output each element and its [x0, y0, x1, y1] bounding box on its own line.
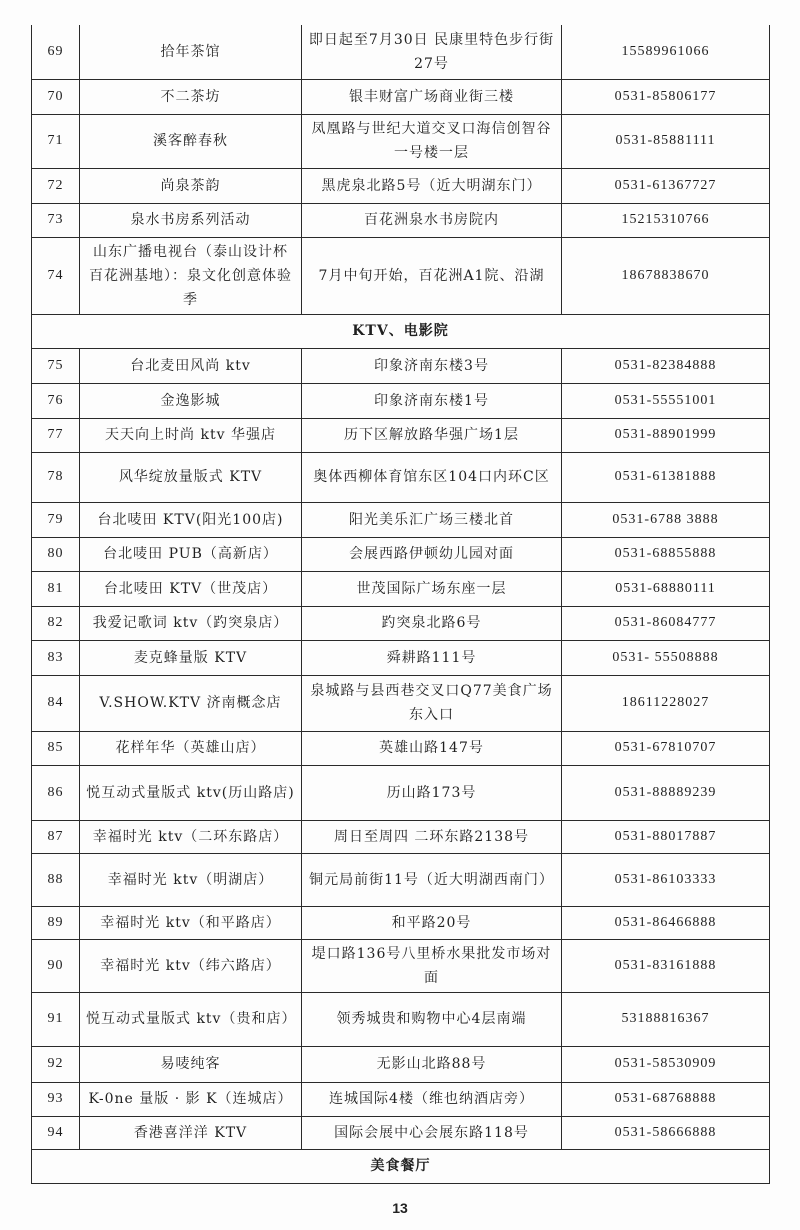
- venue-address: 印象济南东楼3号: [302, 348, 562, 383]
- row-number: 94: [32, 1116, 80, 1149]
- venue-phone: 0531-6788 3888: [562, 502, 770, 537]
- table-row: [32, 502, 770, 537]
- venue-name: 不二茶坊: [80, 79, 302, 114]
- row-number: 74: [32, 237, 80, 314]
- table-row: [32, 1046, 770, 1082]
- table-row: [32, 571, 770, 606]
- venue-phone: 18611228027: [562, 675, 770, 731]
- venue-name: 拾年茶馆: [80, 25, 302, 79]
- venue-phone: 0531-61381888: [562, 452, 770, 502]
- venue-name: 金逸影城: [80, 383, 302, 418]
- row-number: 70: [32, 79, 80, 114]
- venue-phone: 18678838670: [562, 237, 770, 314]
- venue-phone: 0531-85881111: [562, 114, 770, 168]
- section-header-row: [32, 314, 770, 348]
- venue-phone: 0531-85806177: [562, 79, 770, 114]
- venue-address: 历下区解放路华强广场1层: [302, 418, 562, 452]
- row-number: 73: [32, 203, 80, 237]
- row-number: 91: [32, 992, 80, 1046]
- venue-name: 山东广播电视台（泰山设计杯百花洲基地）：泉文化创意体验季: [80, 237, 302, 314]
- venue-phone: 0531-61367727: [562, 168, 770, 203]
- table-row: [32, 348, 770, 383]
- venue-address: 铜元局前街11号（近大明湖西南门）: [302, 853, 562, 906]
- row-number: 75: [32, 348, 80, 383]
- section-header-ktv-body: [32, 314, 770, 348]
- row-number: 80: [32, 537, 80, 571]
- venue-phone: 0531-86103333: [562, 853, 770, 906]
- row-number: 72: [32, 168, 80, 203]
- row-number: 82: [32, 606, 80, 640]
- venue-name: 泉水书房系列活动: [80, 203, 302, 237]
- venue-address: 英雄山路147号: [302, 731, 562, 765]
- venue-address: 即日起至7月30日 民康里特色步行街27号: [302, 25, 562, 79]
- row-number: 85: [32, 731, 80, 765]
- row-number: 83: [32, 640, 80, 675]
- section-title-food: 美食餐厅: [32, 1149, 770, 1183]
- venue-phone: 0531-58530909: [562, 1046, 770, 1082]
- table-row: [32, 765, 770, 820]
- venue-name: 悦互动式量版式 ktv（贵和店）: [80, 992, 302, 1046]
- venue-address: 趵突泉北路6号: [302, 606, 562, 640]
- table-row: [32, 853, 770, 906]
- venue-phone: 0531-88017887: [562, 820, 770, 853]
- venue-phone: 15215310766: [562, 203, 770, 237]
- table-body-ktv: [32, 348, 770, 1149]
- row-number: 89: [32, 906, 80, 939]
- venue-address: 堤口路136号八里桥水果批发市场对面: [302, 939, 562, 992]
- row-number: 79: [32, 502, 80, 537]
- venue-address: 奥体西柳体育馆东区104口内环C区: [302, 452, 562, 502]
- row-number: 76: [32, 383, 80, 418]
- table-row: [32, 939, 770, 992]
- venue-name: 台北麦田风尚 ktv: [80, 348, 302, 383]
- row-number: 87: [32, 820, 80, 853]
- row-number: 78: [32, 452, 80, 502]
- venue-name: 我爱记歌词 ktv（趵突泉店）: [80, 606, 302, 640]
- venue-phone: 0531-58666888: [562, 1116, 770, 1149]
- row-number: 71: [32, 114, 80, 168]
- venue-address: 银丰财富广场商业街三楼: [302, 79, 562, 114]
- venue-phone: 0531-68855888: [562, 537, 770, 571]
- venue-name: 易唛纯客: [80, 1046, 302, 1082]
- venue-address: 印象济南东楼1号: [302, 383, 562, 418]
- row-number: 84: [32, 675, 80, 731]
- venue-name: 幸福时光 ktv（二环东路店）: [80, 820, 302, 853]
- table-row: [32, 452, 770, 502]
- table-row: [32, 203, 770, 237]
- table-body-top: [32, 25, 770, 314]
- venue-address: 世茂国际广场东座一层: [302, 571, 562, 606]
- venue-address: 和平路20号: [302, 906, 562, 939]
- venue-address: 百花洲泉水书房院内: [302, 203, 562, 237]
- venue-address: 历山路173号: [302, 765, 562, 820]
- venue-name: 幸福时光 ktv（纬六路店）: [80, 939, 302, 992]
- table-row: [32, 731, 770, 765]
- venue-phone: 0531-88889239: [562, 765, 770, 820]
- venue-table: [31, 25, 770, 1184]
- venue-phone: 0531- 55508888: [562, 640, 770, 675]
- row-number: 88: [32, 853, 80, 906]
- table-row: [32, 383, 770, 418]
- venue-address: 国际会展中心会展东路118号: [302, 1116, 562, 1149]
- venue-phone: 0531-86466888: [562, 906, 770, 939]
- venue-name: 台北唛田 PUB（高新店）: [80, 537, 302, 571]
- section-header-food-body: [32, 1149, 770, 1183]
- section-title-ktv: KTV、电影院: [32, 314, 770, 348]
- table-row: [32, 114, 770, 168]
- venue-name: 悦互动式量版式 ktv(历山路店): [80, 765, 302, 820]
- row-number: 77: [32, 418, 80, 452]
- row-number: 86: [32, 765, 80, 820]
- venue-address: 7月中旬开始，百花洲A1院、沿湖: [302, 237, 562, 314]
- venue-address: 周日至周四 二环东路2138号: [302, 820, 562, 853]
- table-row: [32, 675, 770, 731]
- venue-phone: 0531-82384888: [562, 348, 770, 383]
- table-row: [32, 992, 770, 1046]
- venue-address: 会展西路伊顿幼儿园对面: [302, 537, 562, 571]
- venue-address: 泉城路与县西巷交叉口Q77美食广场东入口: [302, 675, 562, 731]
- venue-name: 台北唛田 KTV（世茂店）: [80, 571, 302, 606]
- table-row: [32, 418, 770, 452]
- venue-name: 幸福时光 ktv（明湖店）: [80, 853, 302, 906]
- venue-phone: 0531-55551001: [562, 383, 770, 418]
- row-number: 81: [32, 571, 80, 606]
- venue-phone: 53188816367: [562, 992, 770, 1046]
- venue-address: 无影山北路88号: [302, 1046, 562, 1082]
- table-row: [32, 237, 770, 314]
- venue-address: 舜耕路111号: [302, 640, 562, 675]
- table-row: [32, 537, 770, 571]
- venue-phone: 0531-67810707: [562, 731, 770, 765]
- venue-address: 凤凰路与世纪大道交叉口海信创智谷一号楼一层: [302, 114, 562, 168]
- table-row: [32, 25, 770, 79]
- venue-name: V.SHOW.KTV 济南概念店: [80, 675, 302, 731]
- table-row: [32, 1082, 770, 1116]
- venue-address: 连城国际4楼（维也纳酒店旁）: [302, 1082, 562, 1116]
- row-number: 92: [32, 1046, 80, 1082]
- venue-name: 天天向上时尚 ktv 华强店: [80, 418, 302, 452]
- venue-address: 阳光美乐汇广场三楼北首: [302, 502, 562, 537]
- venue-phone: 0531-83161888: [562, 939, 770, 992]
- section-header-row: [32, 1149, 770, 1183]
- page-number: 13: [392, 1200, 408, 1216]
- venue-name: 麦克蜂量版 KTV: [80, 640, 302, 675]
- table-row: [32, 820, 770, 853]
- venue-name: 溪客醉春秋: [80, 114, 302, 168]
- row-number: 93: [32, 1082, 80, 1116]
- row-number: 90: [32, 939, 80, 992]
- table-row: [32, 606, 770, 640]
- venue-phone: 15589961066: [562, 25, 770, 79]
- venue-name: 幸福时光 ktv（和平路店）: [80, 906, 302, 939]
- venue-phone: 0531-68880111: [562, 571, 770, 606]
- venue-name: 台北唛田 KTV(阳光100店): [80, 502, 302, 537]
- venue-name: 风华绽放量版式 KTV: [80, 452, 302, 502]
- table-row: [32, 906, 770, 939]
- venue-phone: 0531-86084777: [562, 606, 770, 640]
- venue-name: 香港喜洋洋 KTV: [80, 1116, 302, 1149]
- table-row: [32, 168, 770, 203]
- venue-name: 花样年华（英雄山店）: [80, 731, 302, 765]
- venue-name: K-0ne 量版 · 影 K（连城店）: [80, 1082, 302, 1116]
- table-row: [32, 1116, 770, 1149]
- venue-name: 尚泉茶韵: [80, 168, 302, 203]
- venue-phone: 0531-68768888: [562, 1082, 770, 1116]
- venue-address: 领秀城贵和购物中心4层南端: [302, 992, 562, 1046]
- table-row: [32, 640, 770, 675]
- venue-phone: 0531-88901999: [562, 418, 770, 452]
- venue-address: 黑虎泉北路5号（近大明湖东门）: [302, 168, 562, 203]
- table-row: [32, 79, 770, 114]
- row-number: 69: [32, 25, 80, 79]
